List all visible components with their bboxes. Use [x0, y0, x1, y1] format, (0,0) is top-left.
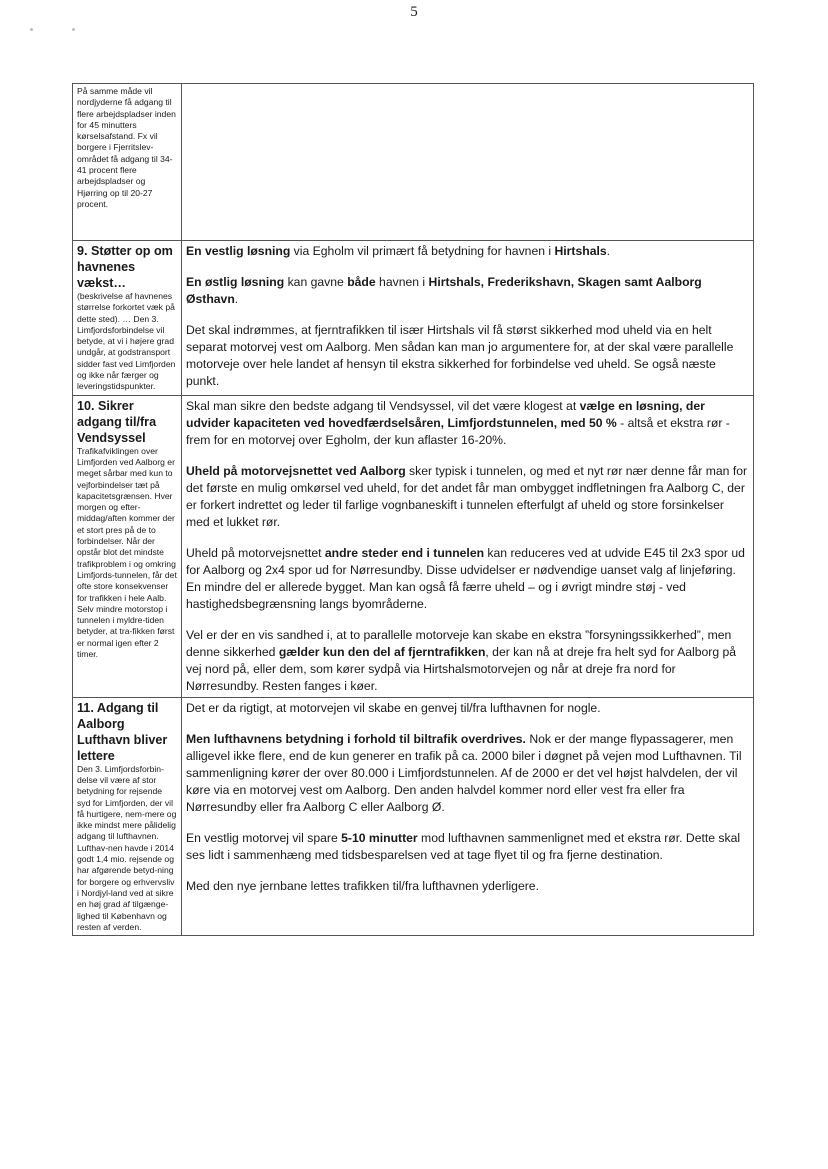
bold-text: Men lufthavnens betydning i forhold til biltrafik overdrives.: [186, 731, 526, 746]
left-cell-text: Den 3. Limfjordsforbin-delse vil være af stor betydning for rejsende syd for Limfjorden, der vil få hurtigere, nem-mere og ikke mindst mere pålidelig adgang til lufthavnen. Lufthav-nen havde i 2014 godt 1,4 mio. rejsende og har afgørende betyd-ning for borgere og erhvervsliv i Nordjyl-land ved at sikre en høj grad af tilgænge-lighed til København og resten af verden.: [77, 763, 177, 932]
text: sker typisk i tunnelen, og med et nyt rør nær denne får man for det første en mulig omkørsel ved uheld, for det andet får man ombygget indfletningen fra Aalborg C, der er forkert indrettet og leder til farlige vognbaneskift i tunnelen efterfulgt af uheld og store forsinkelser med et lukket rør.: [186, 463, 748, 529]
bold-text: vælge en løsning, der udvider kapaciteten ved hovedfærdselsåren, Limfjordstunnelen, med 50 %: [186, 398, 705, 430]
text: kan reduceres ved at udvide E45 til 2x3 spor ud for Aalborg og 2x4 spor ud for Nørresundby. Disse udvidelser er nødvendige uanset valg af linjeføring. En mindre del er allerede bygget. Man kan også få færre uheld – og i øvrigt mindre støj - ved hastighedsbegrænsning langs byområderne.: [186, 545, 745, 611]
right-cell: [182, 241, 754, 396]
right-cell: [182, 395, 754, 697]
text: Vel er der en vis sandhed i, at to parallelle motorveje kan skabe en ekstra ”forsyningssikkerhed”, men denne sikkerhed: [186, 627, 732, 659]
bold-text: gælder kun den del af fjerntrafikken: [278, 644, 486, 659]
paragraph: [186, 545, 749, 613]
left-cell: [73, 697, 182, 935]
argument-table: [72, 83, 754, 936]
paragraph: Det er da rigtigt, at motorvejen vil skabe en genvej til/fra lufthavnen for nogle.: [186, 700, 601, 715]
row-title: 11. Adgang til Aalborg Lufthavn bliver lettere: [77, 700, 168, 763]
paragraph: [186, 830, 749, 864]
table-row: [73, 395, 754, 697]
text: En vestlig motorvej vil spare: [186, 830, 342, 845]
scan-speck: [72, 28, 75, 31]
paragraph: [186, 627, 749, 695]
right-cell: [182, 697, 754, 935]
paragraph: [186, 243, 749, 260]
paragraph: [186, 398, 749, 449]
text: Skal man sikre den bedste adgang til Vendsyssel, vil det være klogest at: [186, 398, 580, 413]
bold-text: andre steder end i tunnelen: [324, 545, 485, 560]
text: .: [234, 292, 239, 306]
bold-text: 5-10 minutter: [341, 830, 418, 845]
paragraph: [186, 274, 749, 308]
bold-text: En vestlig løsning: [186, 244, 291, 258]
row-title: 10. Sikrer adgang til/fra Vendsyssel: [77, 398, 157, 445]
text: Nok er der mange flypassagerer, men alligevel ikke flere, end de kun generer en trafik på ca. 2000 biler i døgnet på vejen mod Lufthavnen. Til sammenligning kører der over 80.000 i Limfjordstunnelen. Af de 2000 er det vel højst halvdelen, der vil køre via en motorvej vest om Aalborg. Den anden halvdel kommer nord eller vest fra eller fra Nørresundby eller fra Aalborg C eller Aalborg Ø.: [186, 731, 742, 814]
left-cell-text: Trafikafviklingen over Limfjorden ved Aalborg er meget sårbar med kun to vejforbindelser tæt på kapacitetsgrænsen. Hver morgen og efter-middag/aften kommer der et stort pres på de to forbindelser. Når der opstår blot det mindste trafikproblem i og omkring Limfjords-tunnelen, får det ofte store konsekvenser for trafikken i hele Aalb. Selv mindre motorstop i tunnelen i myldre-tiden betyder, at tra-fikken først er normal igen efter 2 timer.: [77, 445, 177, 660]
bold-text: Hirtshals: [554, 244, 607, 258]
table-row: [73, 697, 754, 935]
text: mod lufthavnen sammenlignet med et ekstra rør. Dette skal ses lidt i sammenhæng med tidsbesparelsen ved at tage flyet til og fra fjerne destination.: [186, 830, 741, 862]
page-number: 5: [410, 4, 418, 20]
scan-speck: [30, 28, 33, 31]
table-row: [73, 84, 754, 241]
text: kan gavne: [284, 275, 348, 289]
text: - altså et ekstra rør - frem for en motorvej over Egholm, der kun aflaster 16-20%.: [186, 415, 730, 447]
paragraph: Med den nye jernbane lettes trafikken til/fra lufthavnen yderligere.: [186, 878, 539, 893]
left-cell: [73, 84, 182, 241]
row-title: 9. Støtter op om havnenes vækst…: [77, 244, 173, 290]
bold-text: En østlig løsning: [186, 275, 285, 289]
paragraph: Det skal indrømmes, at fjerntrafikken til især Hirtshals vil få størst sikkerhed mod uheld via en helt separat motorvej vest om Aalborg. Men sådan kan man jo argumentere for, at der skal være parallelle motorveje over hele landet af hensyn til ekstra sikkerhed for forbindelse ved uheld. Se også næste punkt.: [186, 323, 734, 388]
paragraph: [186, 731, 749, 816]
bold-text: Hirtshals, Frederikshavn, Skagen samt Aalborg Østhavn: [186, 275, 702, 306]
bold-text: Uheld på motorvejsnettet ved Aalborg: [186, 463, 406, 478]
text: .: [606, 244, 611, 258]
bold-text: både: [347, 275, 376, 289]
left-cell-text: (beskrivelse af havnenes størrelse forkortet væk på dette sted). … Den 3. Limfjordsforbindelse vil betyde, at vi i højere grad undgår, at godstransport sidder fast ved Limfjorden og ikke når færger og leveringstidspunkter.: [77, 291, 176, 392]
table-row: [73, 241, 754, 396]
paragraph: [186, 463, 749, 531]
left-cell-text: På samme måde vil nordjyderne få adgang til flere arbejdspladser inden for 45 minutters kørselsafstand. Fx vil borgere i Fjerritslev-området få adgang til 34-41 procent flere arbejdspladser og Hjørring op til 20-27 procent.: [77, 86, 176, 209]
right-cell: [182, 84, 754, 241]
text: , der kan nå at dreje fra helt syd for Aalborg på vej nord på, eller dem, som kører sydpå via Hirtshalsmotorvejen og når at dreje fra nord for Nørresundby. Resten fanges i køer.: [186, 644, 737, 693]
left-cell: [73, 395, 182, 697]
text: Uheld på motorvejsnettet: [186, 545, 325, 560]
text: havnen i: [375, 275, 429, 289]
text: via Egholm vil primært få betydning for havnen i: [290, 244, 555, 258]
left-cell: [73, 241, 182, 396]
